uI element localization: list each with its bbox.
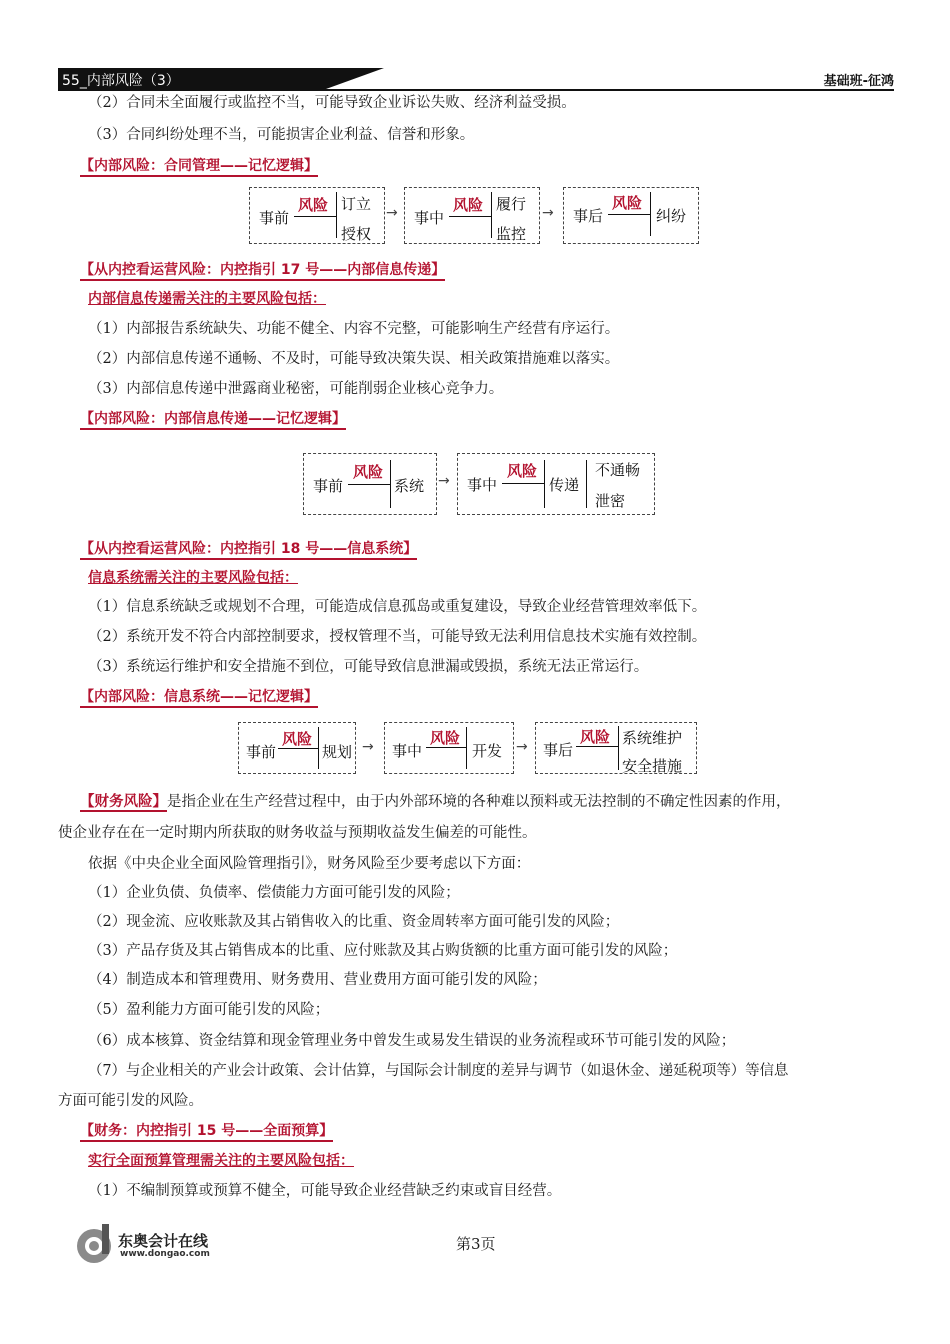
item-label: 传递 <box>549 476 580 494</box>
stage-label: 事前 <box>246 743 277 761</box>
divider <box>586 460 587 508</box>
section-heading: 【内部风险：信息系统——记忆逻辑】 <box>80 688 318 708</box>
arrow-icon: → <box>362 739 374 755</box>
header-rule <box>58 89 894 91</box>
text-line: （2）合同未全面履行或监控不当，可能导致企业诉讼失败、经济利益受损。 <box>88 95 576 111</box>
finance-paragraph-line <box>80 793 791 811</box>
text-line: （2）内部信息传递不通畅、不及时，可能导致决策失误、相关政策措施难以落实。 <box>88 351 620 367</box>
sub-heading: 信息系统需关注的主要风险包括： <box>88 570 298 586</box>
text-line: （2）现金流、应收账款及其占销售收入的比重、资金周转率方面可能引发的风险； <box>88 914 620 930</box>
divider <box>449 216 491 217</box>
text-line: （2）系统开发不符合内部控制要求，授权管理不当，可能导致无法利用信息技术实施有效控制。 <box>88 629 707 645</box>
divider <box>318 727 319 769</box>
stage-label: 事前 <box>313 477 344 495</box>
brand-url: www.dongao.com <box>120 1249 210 1259</box>
risk-label: 风险 <box>612 194 643 212</box>
text-line: （3）产品存货及其占销售成本的比重、应付账款及其占购货额的比重方面可能引发的风险； <box>88 943 678 959</box>
text-line: 方面可能引发的风险。 <box>58 1093 203 1109</box>
stage-label: 事后 <box>573 207 604 225</box>
stage-label: 事中 <box>414 209 445 227</box>
item-label: 规划 <box>322 743 353 761</box>
divider <box>426 747 466 748</box>
item-label: 纠纷 <box>656 207 687 225</box>
sub-heading: 实行全面预算管理需关注的主要风险包括： <box>88 1153 354 1169</box>
arrow-icon: → <box>516 739 528 755</box>
text-line: （1）不编制预算或预算不健全，可能导致企业经营缺乏约束或盲目经营。 <box>88 1183 562 1199</box>
divider <box>608 214 650 215</box>
divider <box>544 460 545 508</box>
item-label: 不通畅 <box>595 461 641 479</box>
finance-risk-label: 【财务风险】 <box>80 794 167 810</box>
header-course: 基础班-征鸿 <box>823 74 894 89</box>
divider <box>278 748 318 749</box>
section-heading: 【财务：内控指引 15 号——全面预算】 <box>80 1122 333 1142</box>
item-label: 授权 <box>341 225 372 243</box>
item-label: 履行 <box>496 195 527 213</box>
page-number: 第3页 <box>456 1235 496 1253</box>
divider <box>390 460 391 508</box>
text-line: （3）系统运行维护和安全措施不到位，可能导致信息泄漏或毁损，系统无法正常运行。 <box>88 659 649 675</box>
item-label: 安全措施 <box>622 757 683 775</box>
divider <box>466 727 467 769</box>
arrow-icon: → <box>386 205 398 221</box>
item-label: 系统 <box>394 477 425 495</box>
divider <box>576 746 618 747</box>
stage-label: 事中 <box>392 742 423 760</box>
stage-label: 事后 <box>543 741 574 759</box>
risk-label: 风险 <box>353 463 384 481</box>
divider <box>502 483 544 484</box>
finance-definition: 是指企业在生产经营过程中，由于内外部环境的各种难以预料或无法控制的不确定性因素的作用， <box>167 794 791 810</box>
arrow-icon: → <box>542 205 554 221</box>
brand-logo <box>74 1222 210 1270</box>
text-line: （1）企业负债、负债率、偿债能力方面可能引发的风险； <box>88 885 460 901</box>
sub-heading: 内部信息传递需关注的主要风险包括： <box>88 291 326 307</box>
stage-label: 事中 <box>467 476 498 494</box>
item-label: 系统维护 <box>622 729 683 747</box>
text-line: （1）信息系统缺乏或规划不合理，可能造成信息孤岛或重复建设，导致企业经营管理效率低下。 <box>88 599 707 615</box>
text-line: （6）成本核算、资金结算和现金管理业务中曾发生或易发生错误的业务流程或环节可能引发的风险； <box>88 1033 736 1049</box>
text-line: （4）制造成本和管理费用、财务费用、营业费用方面可能引发的风险； <box>88 972 547 988</box>
risk-label: 风险 <box>430 729 461 747</box>
divider <box>348 484 390 485</box>
logo-icon <box>74 1222 118 1266</box>
text-line: 使企业存在在一定时期内所获取的财务收益与预期收益发生偏差的可能性。 <box>58 825 537 841</box>
risk-label: 风险 <box>453 196 484 214</box>
page-header <box>58 68 894 90</box>
risk-label: 风险 <box>298 196 329 214</box>
brand-name: 东奥会计在线 <box>118 1232 209 1250</box>
header-bar-tip <box>326 68 384 89</box>
risk-label: 风险 <box>580 728 611 746</box>
arrow-icon: → <box>438 473 450 489</box>
divider <box>491 192 492 238</box>
text-line: （3）内部信息传递中泄露商业秘密，可能削弱企业核心竞争力。 <box>88 381 504 397</box>
divider <box>650 192 651 236</box>
header-title: 55_内部风险（3） <box>62 73 180 89</box>
section-heading: 【内部风险：合同管理——记忆逻辑】 <box>80 157 318 177</box>
section-heading: 【从内控看运营风险：内控指引 17 号——内部信息传递】 <box>80 261 445 281</box>
item-label: 泄密 <box>595 492 626 510</box>
stage-label: 事前 <box>259 209 290 227</box>
section-heading: 【从内控看运营风险：内控指引 18 号——信息系统】 <box>80 540 417 560</box>
divider <box>294 216 336 217</box>
section-heading: 【内部风险：内部信息传递——记忆逻辑】 <box>80 410 346 430</box>
text-line: （1）内部报告系统缺失、功能不健全、内容不完整，可能影响生产经营有序运行。 <box>88 321 620 337</box>
divider <box>336 192 337 238</box>
item-label: 订立 <box>341 195 372 213</box>
text-line: （7）与企业相关的产业会计政策、会计估算，与国际会计制度的差异与调节（如退休金、递延税项等）等信息 <box>88 1063 789 1079</box>
divider <box>618 726 619 770</box>
item-label: 监控 <box>496 225 527 243</box>
text-line: 依据《中央企业全面风险管理指引》，财务风险至少要考虑以下方面： <box>88 856 531 872</box>
text-line: （5）盈利能力方面可能引发的风险； <box>88 1002 330 1018</box>
item-label: 开发 <box>472 742 503 760</box>
text-line: （3）合同纠纷处理不当，可能损害企业利益、信誉和形象。 <box>88 127 475 143</box>
risk-label: 风险 <box>507 462 538 480</box>
risk-label: 风险 <box>282 730 313 748</box>
